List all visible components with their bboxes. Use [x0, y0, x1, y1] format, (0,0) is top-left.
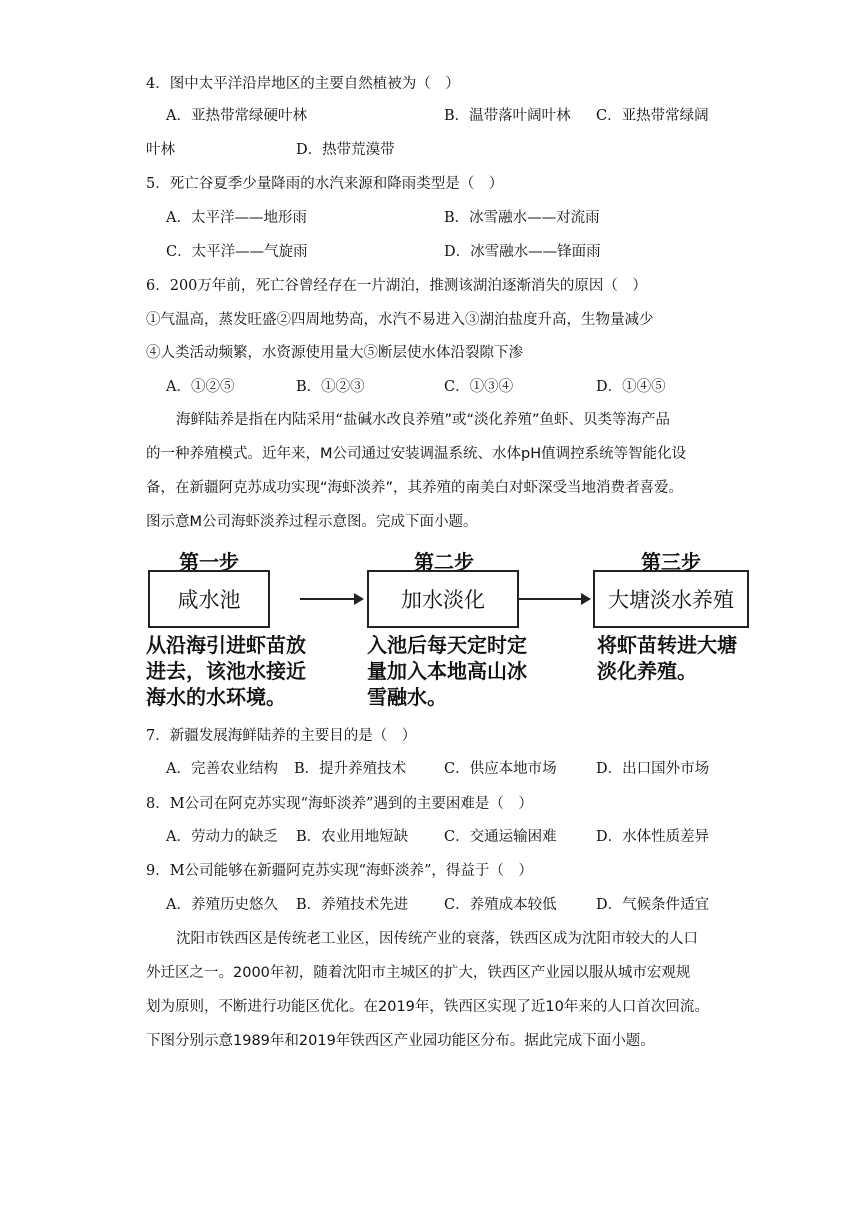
q8-option-b: B．农业用地短缺	[296, 829, 409, 845]
q7-option-a: A．完善农业结构	[166, 761, 278, 777]
q6-statements-1: ①气温高，蒸发旺盛②四周地势高，水汽不易进入③湖泊盐度升高，生物量减少	[146, 312, 654, 328]
q7-option-c: C．供应本地市场	[444, 761, 557, 777]
q7-option-d: D．出口国外市场	[596, 761, 710, 777]
step-1-box: 咸水池	[148, 570, 270, 628]
passage-tiexi-district	[146, 922, 718, 1058]
q6-option-a: A．①②⑤	[166, 379, 235, 395]
q5-option-a: A．太平洋——地形雨	[166, 210, 307, 226]
passage2-line4: 下图分别示意1989年和2019年铁西区产业园功能区分布。据此完成下面小题。	[146, 1033, 655, 1049]
q4-option-a: A．亚热带常绿硬叶林	[166, 108, 307, 124]
passage2-line3: 划为原则，不断进行功能区优化。在2019年，铁西区实现了近10年来的人口首次回流。	[146, 999, 709, 1015]
question-5-stem: 5．死亡谷夏季少量降雨的水汽来源和降雨类型是（ ）	[146, 176, 504, 192]
q6-option-c: C．①③④	[444, 379, 514, 395]
q8-option-c: C．交通运输困难	[444, 829, 557, 845]
q6-option-d: D．①④⑤	[596, 379, 666, 395]
q4-option-c-continued: 叶林	[146, 142, 175, 158]
step-3-description: 将虾苗转进大塘 淡化养殖。	[597, 633, 737, 683]
passage2-line1: 沈阳市铁西区是传统老工业区，因传统产业的衰落，铁西区成为沈阳市较大的人口	[176, 931, 698, 947]
arrow-icon	[300, 598, 362, 600]
q4-option-b: B．温带落叶阔叶林	[444, 108, 571, 124]
step-3-title: 第三步	[641, 550, 701, 574]
question-4-stem: 4．图中太平洋沿岸地区的主要自然植被为（ ）	[146, 76, 460, 92]
passage1-line3: 备，在新疆阿克苏成功实现“海虾淡养”，其养殖的南美白对虾深受当地消费者喜爱。	[146, 480, 684, 496]
arrow-icon	[519, 598, 589, 600]
passage1-line4: 图示意M公司海虾淡养过程示意图。完成下面小题。	[146, 514, 478, 530]
question-6-stem: 6．200万年前，死亡谷曾经存在一片湖泊，推测该湖泊逐渐消失的原因（ ）	[146, 278, 647, 294]
question-9-stem: 9．M公司能够在新疆阿克苏实现“海虾淡养”，得益于（ ）	[146, 863, 533, 879]
step-3-box: 大塘淡水养殖	[593, 570, 749, 628]
passage2-line2: 外迁区之一。2000年初，随着沈阳市主城区的扩大，铁西区产业园以服从城市宏观规	[146, 965, 691, 981]
q5-option-d: D．冰雪融水——锋面雨	[444, 244, 601, 260]
step-2-title: 第二步	[414, 550, 474, 574]
q5-option-b: B．冰雪融水——对流雨	[444, 210, 600, 226]
step-2-box: 加水淡化	[367, 570, 519, 628]
passage-seafood-farming	[146, 403, 718, 539]
q8-option-a: A．劳动力的缺乏	[166, 829, 278, 845]
question-8-stem: 8．M公司在阿克苏实现“海虾淡养”遇到的主要困难是（ ）	[146, 796, 533, 812]
passage1-line2: 的一种养殖模式。近年来，M公司通过安装调温系统、水体pH值调控系统等智能化设	[146, 446, 687, 462]
q7-option-b: B．提升养殖技术	[294, 761, 407, 777]
q6-statements-2: ④人类活动频繁，水资源使用量大⑤断层使水体沿裂隙下渗	[146, 345, 523, 361]
q6-option-b: B．①②③	[296, 379, 365, 395]
step-1-description: 从沿海引进虾苗放 进去，该池水接近 海水的水环境。	[146, 633, 306, 709]
q4-option-d: D．热带荒漠带	[296, 142, 395, 158]
question-7-stem: 7．新疆发展海鲜陆养的主要目的是（ ）	[146, 728, 417, 744]
q5-option-c: C．太平洋——气旋雨	[166, 244, 308, 260]
step-2-description: 入池后每天定时定 量加入本地高山冰 雪融水。	[367, 633, 527, 709]
q8-option-d: D．水体性质差异	[596, 829, 710, 845]
q9-option-c: C．养殖成本较低	[444, 897, 557, 913]
q4-option-c: C．亚热带常绿阔	[596, 108, 709, 124]
q9-option-b: B．养殖技术先进	[296, 897, 409, 913]
q9-option-a: A．养殖历史悠久	[166, 897, 278, 913]
step-1-title: 第一步	[179, 550, 239, 574]
passage1-line1: 海鲜陆养是指在内陆采用“盐碱水改良养殖”或“淡化养殖”鱼虾、贝类等海产品	[176, 412, 671, 428]
q9-option-d: D．气候条件适宜	[596, 897, 710, 913]
